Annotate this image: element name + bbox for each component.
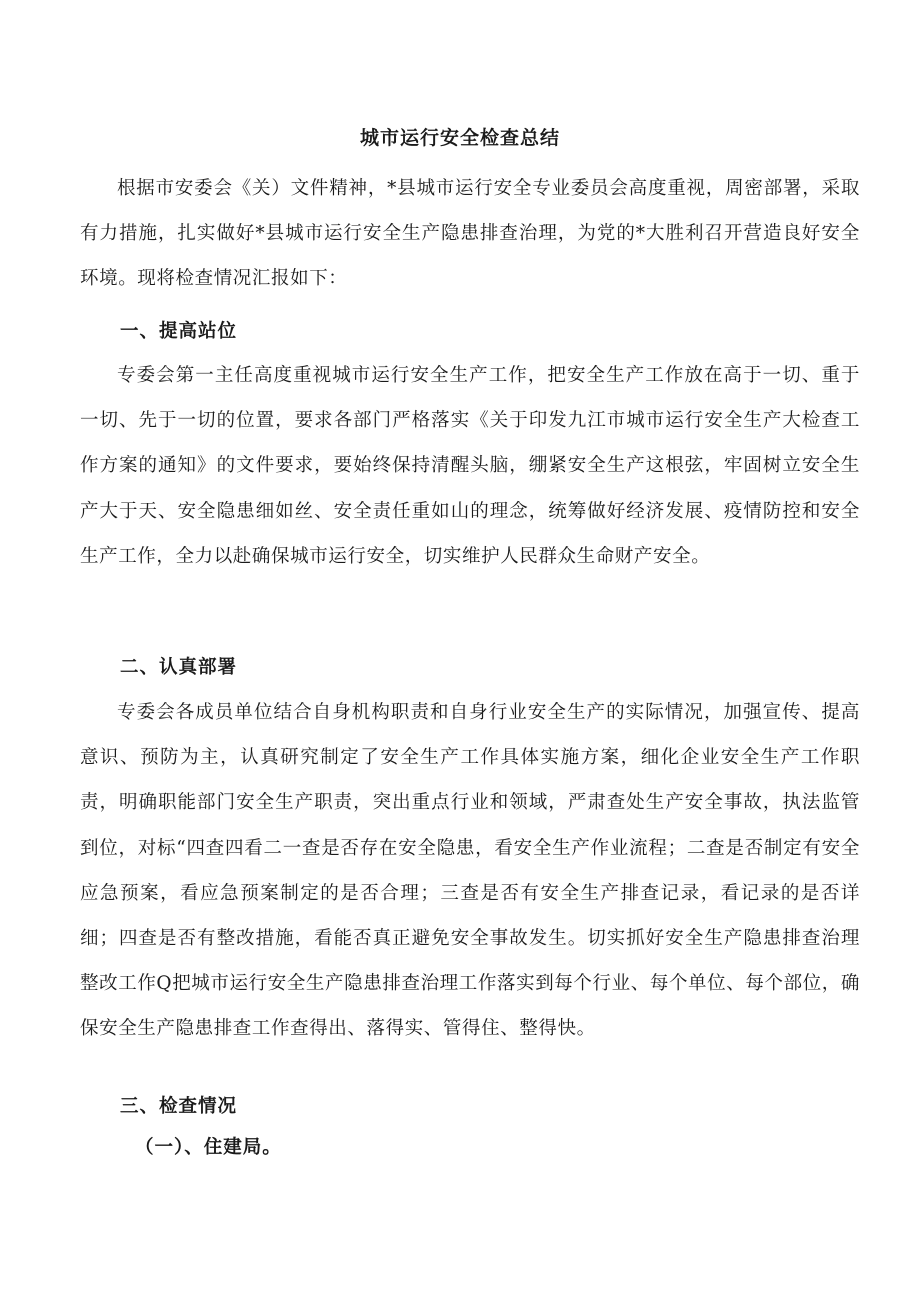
- section-2-body: 专委会各成员单位结合自身机构职责和自身行业安全生产的实际情况，加强宣传、提高意识、预防为主，认真研究制定了安全生产工作具体实施方案，细化企业安全生产工作职责，明确职能部门安全生产职责，突出重点行业和领域，严肃查处生产安全事故，执法监管到位，对标“四查四看二一查是否存在安全隐患，看安全生产作业流程；二查是否制定有安全应急预案，看应急预案制定的是否合理；三查是否有安全生产排查记录，看记录的是否详细；四查是否有整改措施，看能否真正避免安全事故发生。切实抓好安全生产隐患排查治理整改工作Q把城市运行安全生产隐患排查治理工作落实到每个行业、每个单位、每个部位，确保安全生产隐患排查工作查得出、落得实、管得住、整得快。: [80, 702, 860, 1040]
- section-1-heading: 一、提高站位: [120, 321, 238, 342]
- document-title: 城市运行安全检查总结: [359, 127, 560, 149]
- section-1-body: 专委会第一主任高度重视城市运行安全生产工作，把安全生产工作放在高于一切、重于一切、先于一切的位置，要求各部门严格落实《关于印发九江市城市运行安全生产大检查工作方案的通知》的文件要求，要始终保持清醒头脑，绷紧安全生产这根弦，牢固树立安全生产大于天、安全隐患细如丝、安全责任重如山的理念，统筹做好经济发展、疫情防控和安全生产工作，全力以赴确保城市运行安全，切实维护人民群众生命财产安全。: [80, 365, 860, 567]
- section-2-heading: 二、认真部署: [120, 657, 238, 678]
- section-3-subheading: （一）、住建局。: [135, 1137, 282, 1158]
- intro-paragraph: 根据市安委会《关）文件精神，*县城市运行安全专业委员会高度重视，周密部署，采取有力措施，扎实做好*县城市运行安全生产隐患排查治理，为党的*大胜利召开营造良好安全环境。现将检查情况汇报如下：: [80, 178, 860, 290]
- section-3-heading: 三、检查情况: [120, 1096, 238, 1117]
